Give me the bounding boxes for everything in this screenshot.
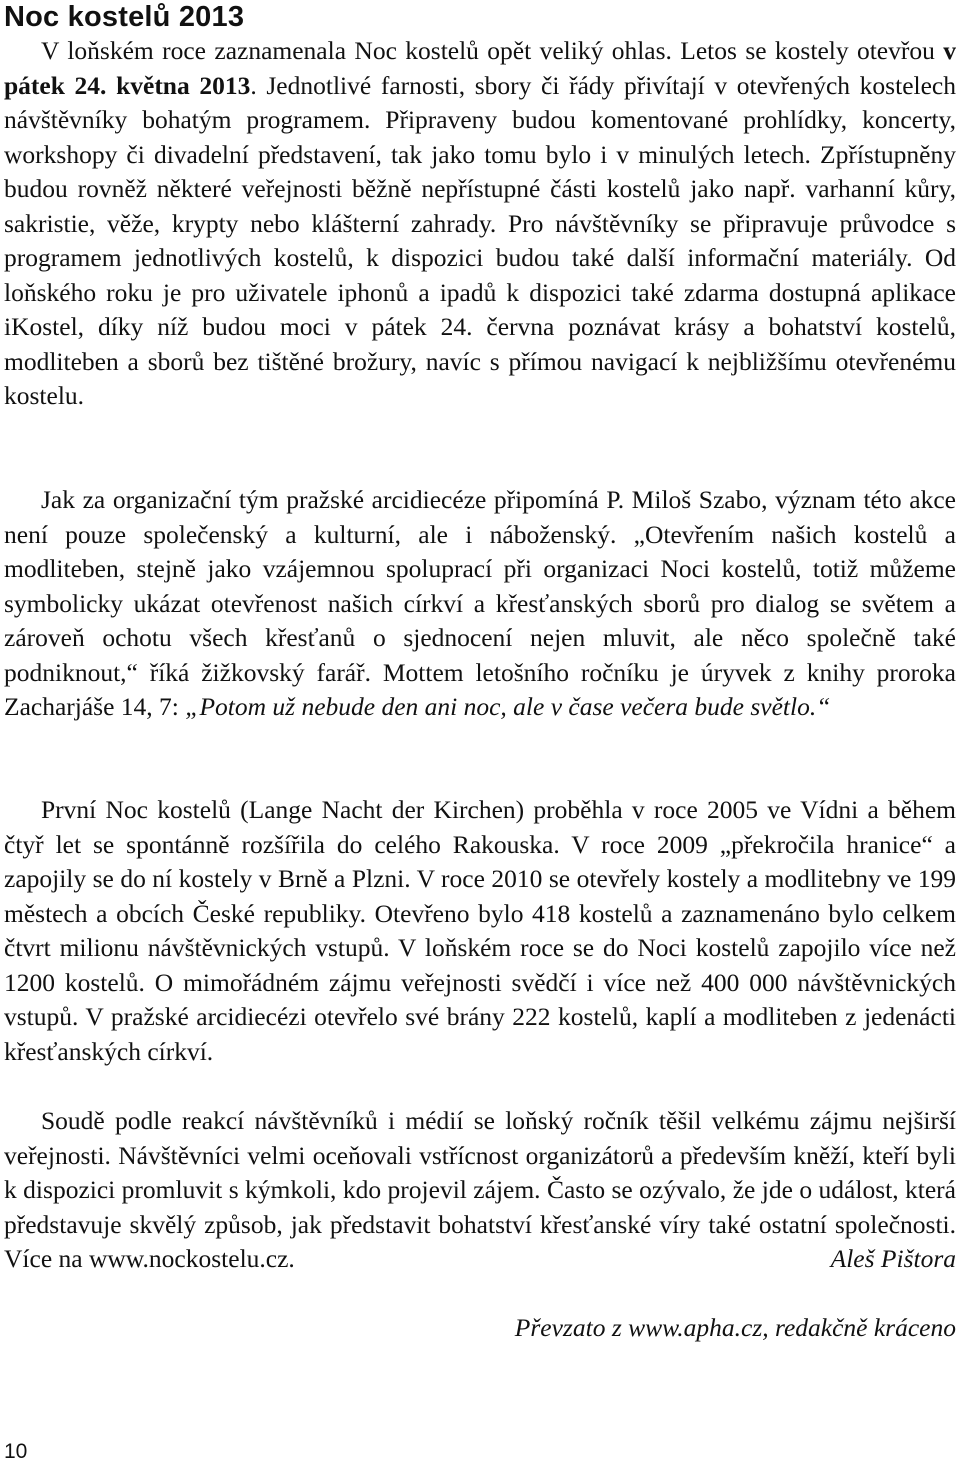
event-date: v pátek 24. května 2013 bbox=[4, 36, 956, 100]
author-name: Aleš Pištora bbox=[830, 1244, 956, 1273]
paragraph-szabo bbox=[4, 483, 956, 793]
page-number: 10 bbox=[4, 1440, 28, 1463]
intro-text-start: V loňském roce zaznamenala Noc kostelů opět veliký ohlas. Letos se kostely otevřou bbox=[41, 36, 944, 65]
reactions-text: Soudě podle reakcí návštěvníků i médií se loňský ročník těšil velkému zájmu nejširší veřejnosti. Návštěvníci velmi oceňovali vstřícnost organizátorů a především kněží, kteří byli k dispozici promluvit s kýmkoli, kdo projevil zájem. Často se ozývalo, že jde o událost, která představuje skvělý způsob, jak představit bohatství křesťanské víry také ostatní společnosti. Více na www.nockostelu.cz. bbox=[4, 1106, 956, 1273]
szabo-text: Jak za organizační tým pražské arcidiecéze připomíná P. Miloš Szabo, význam této akce není pouze společenský a kulturní, ale i náboženský. „Otevřením našich kostelů a modliteben, stejně jako vzájemnou spoluprací při organizaci Noci kostelů, totiž můžeme symbolicky ukázat otevřenost našich církví a křesťanských sborů pro dialog se světem a zároveň ochotu všech křesťanů o sjednocení nejen mluvit, ale něco společně také podniknout,“ říká žižkovský farář. Mottem letošního ročníku je úryvek z knihy proroka Zacharjáše 14, 7: bbox=[4, 485, 956, 721]
article bbox=[4, 0, 956, 1346]
intro-text-rest: . Jednotlivé farnosti, sbory či řády přivítají v otevřených kostelech návštěvníky bohatým programem. Připraveny budou komentované prohlídky, koncerty, workshopy či divadelní představení, tak jako tomu bylo i v minulých letech. Zpřístupněny budou rovněž některé veřejnosti běžně nepřístupné části kostelů jako např. varhanní kůry, sakristie, věže, krypty nebo klášterní zahrady. Pro návštěvníky se připravuje průvodce s programem jednotlivých kostelů, k dispozici budou také další informační materiály. Od loňského roku je pro uživatele iphonů a ipadů k dispozici také zdarma dostupná aplikace iKostel, díky níž budou moci v pátek 24. června poznávat krásy a bohatství kostelů, modliteben a sborů bez tištěné brožury, navíc s přímou navigací k nejbližšímu otevřenému kostelu. bbox=[4, 70, 956, 410]
article-title: Noc kostelů 2013 bbox=[4, 1, 245, 33]
motto-quote: „Potom už nebude den ani noc, ale v čase večera bude světlo.“ bbox=[185, 692, 831, 721]
paragraph-reactions bbox=[4, 1104, 956, 1311]
paragraph-history: První Noc kostelů (Lange Nacht der Kirchen) proběhla v roce 2005 ve Vídni a během čtyř let se spontánně rozšířila do celého Rakouska. V roce 2009 „překročila hranice“ a zapojily se do ní kostely v Brně a Plzni. V roce 2010 se otevřely kostely a modlitebny ve 199 městech a obcích České republiky. Otevřeno bylo 418 kostelů a zaznamenáno bylo celkem čtvrt milionu návštěvnických vstupů. V loňském roce se do Noci kostelů zapojilo více než 1200 kostelů. O mimořádném zájmu veřejnosti svědčí i více než 400 000 návštěvnických vstupů. V pražské arcidiecézi otevřelo své brány 222 kostelů, kaplí a modliteben z jedenácti křesťanských církví. bbox=[4, 795, 956, 1066]
source-note: Převzato z www.apha.cz, redakčně kráceno bbox=[514, 1313, 956, 1342]
paragraph-intro bbox=[4, 34, 956, 483]
